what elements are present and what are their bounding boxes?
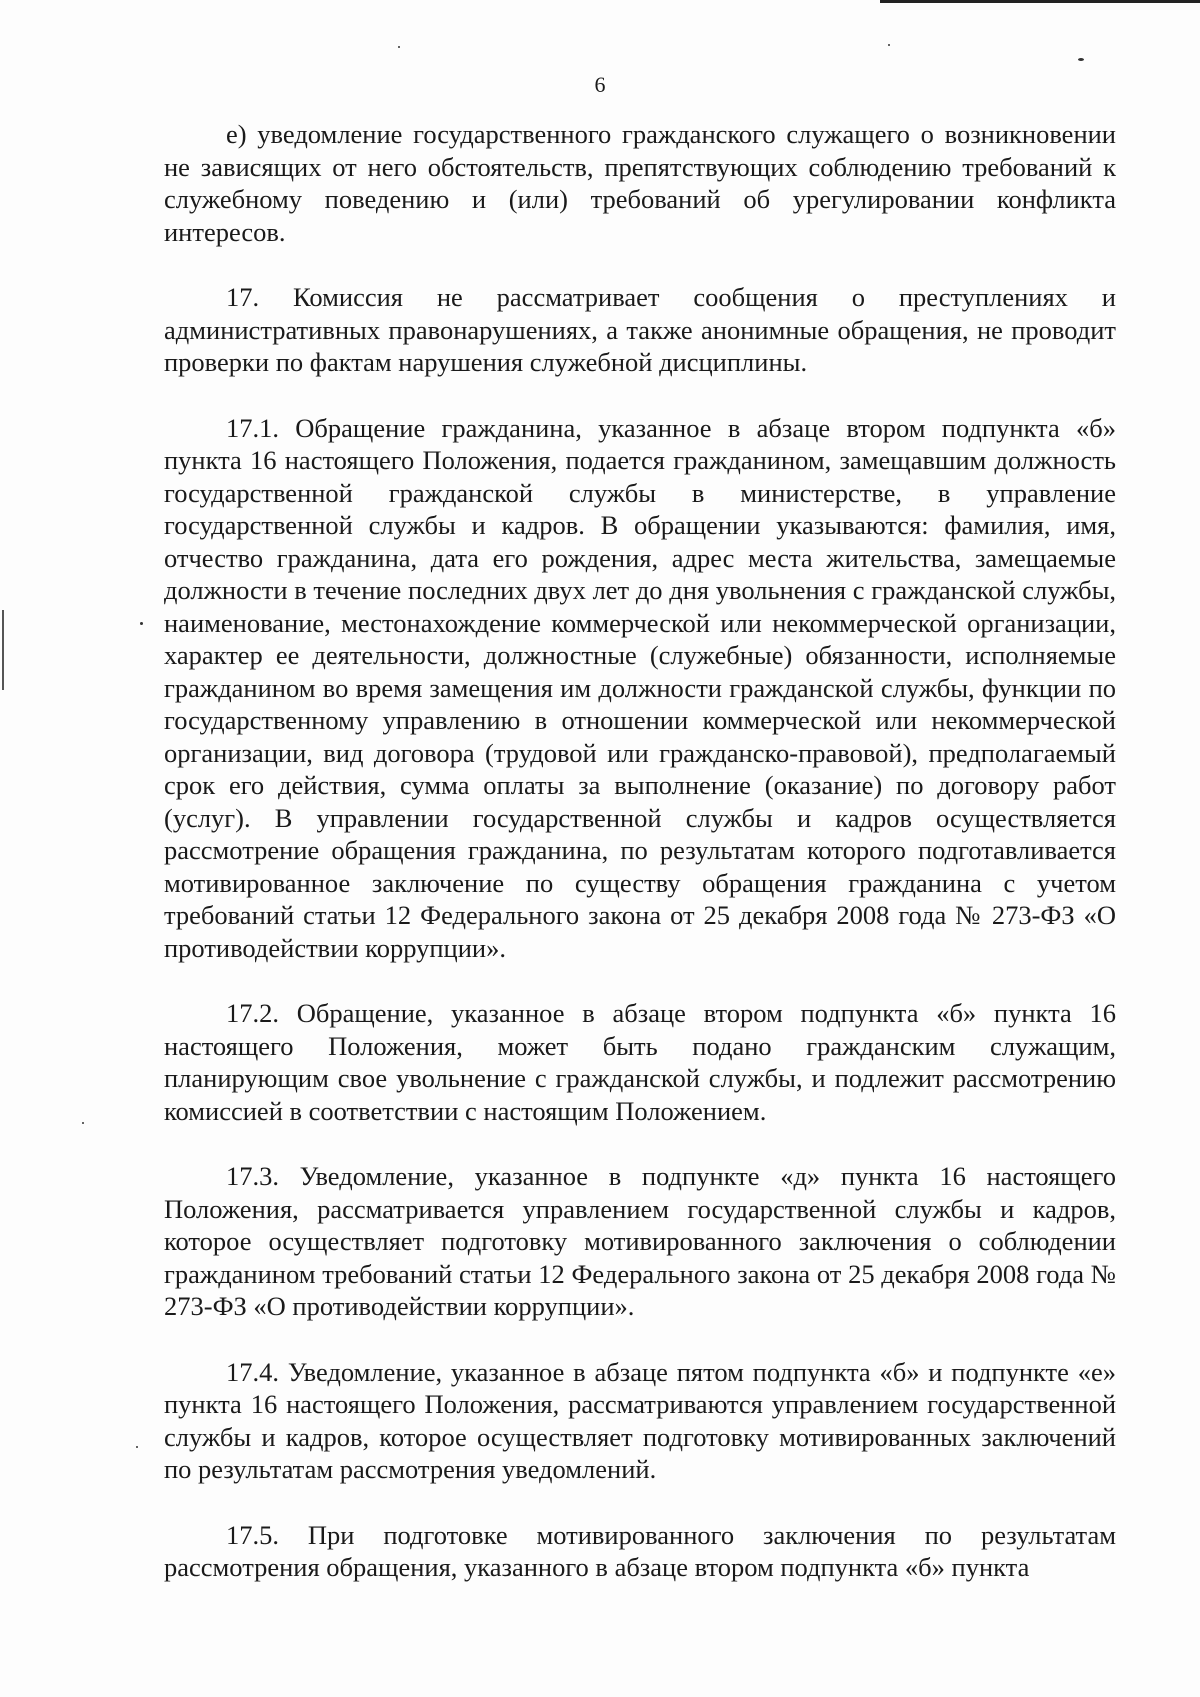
scan-edge-line xyxy=(880,0,1200,3)
paragraph-17-2: 17.2. Обращение, указанное в абзаце втором подпункта «б» пункта 16 настоящего Положения, может быть подано гражданским служащим, планирующим свое увольнение с гражданской службы, и подлежит рассмотрению комиссией в соответствии с настоящим Положением. xyxy=(164,998,1116,1126)
page-number: 6 xyxy=(594,72,606,97)
paragraph-17-3: 17.3. Уведомление, указанное в подпункте «д» пункта 16 настоящего Положения, рассматривается управлением государственной службы и кадров, которое осуществляет подготовку мотивированного заключения о соблюдении гражданином требований статьи 12 Федерального закона от 25 декабря 2008 года № 273-ФЗ «О противодействии коррупции». xyxy=(164,1161,1116,1321)
paragraph-17-1: 17.1. Обращение гражданина, указанное в абзаце втором подпункта «б» пункта 16 настоящего Положения, подается гражданином, замещавшим должность государственной гражданской службы в министерстве, в управление государственной службы и кадров. В обращении указываются: фамилия, имя, отчество гражданина, дата его рождения, адрес места жительства, замещаемые должности в течение последних двух лет до дня увольнения с гражданской службы, наименование, местонахождение коммерческой или некоммерческой организации, характер ее деятельности, должностные (служебные) обязанности, исполняемые гражданином во время замещения им должности гражданской службы, функции по государственному управлению в отношении коммерческой или некоммерческой организации, вид договора (трудовой или гражданско-правовой), предполагаемый срок его действия, сумма оплаты за выполнение (оказание) по договору работ (услуг). В управлении государственной службы и кадров осуществляется рассмотрение обращения гражданина, по результатам которого подготавливается мотивированное заключение по существу обращения гражданина с учетом требований статьи 12 Федерального закона от 25 декабря 2008 года № 273-ФЗ «О противодействии коррупции». xyxy=(164,412,1116,963)
scan-speck xyxy=(888,44,890,46)
scan-speck xyxy=(82,1122,84,1124)
scan-speck xyxy=(140,622,143,625)
scan-speck xyxy=(136,1446,138,1448)
paragraph-item-e: е) уведомление государственного гражданского служащего о возникновении не зависящих от него обстоятельств, препятствующих соблюдению требований к служебному поведению и (или) требований об урегулировании конфликта интересов. xyxy=(164,119,1116,247)
scan-edge-mark xyxy=(2,610,4,690)
paragraph-17-5: 17.5. При подготовке мотивированного заключения по результатам рассмотрения обращения, указанного в абзаце втором подпункта «б» пункта xyxy=(164,1519,1116,1582)
scan-speck xyxy=(398,46,400,48)
document-body xyxy=(164,118,1116,1617)
scan-speck xyxy=(1078,58,1084,61)
paragraph-17: 17. Комиссия не рассматривает сообщения о преступлениях и административных правонарушениях, а также анонимные обращения, не проводит проверки по фактам нарушения служебной дисциплины. xyxy=(164,282,1116,377)
paragraph-17-4: 17.4. Уведомление, указанное в абзаце пятом подпункта «б» и подпункте «е» пункта 16 настоящего Положения, рассматриваются управлением государственной службы и кадров, которое осуществляет подготовку мотивированных заключений по результатам рассмотрения уведомлений. xyxy=(164,1356,1116,1484)
